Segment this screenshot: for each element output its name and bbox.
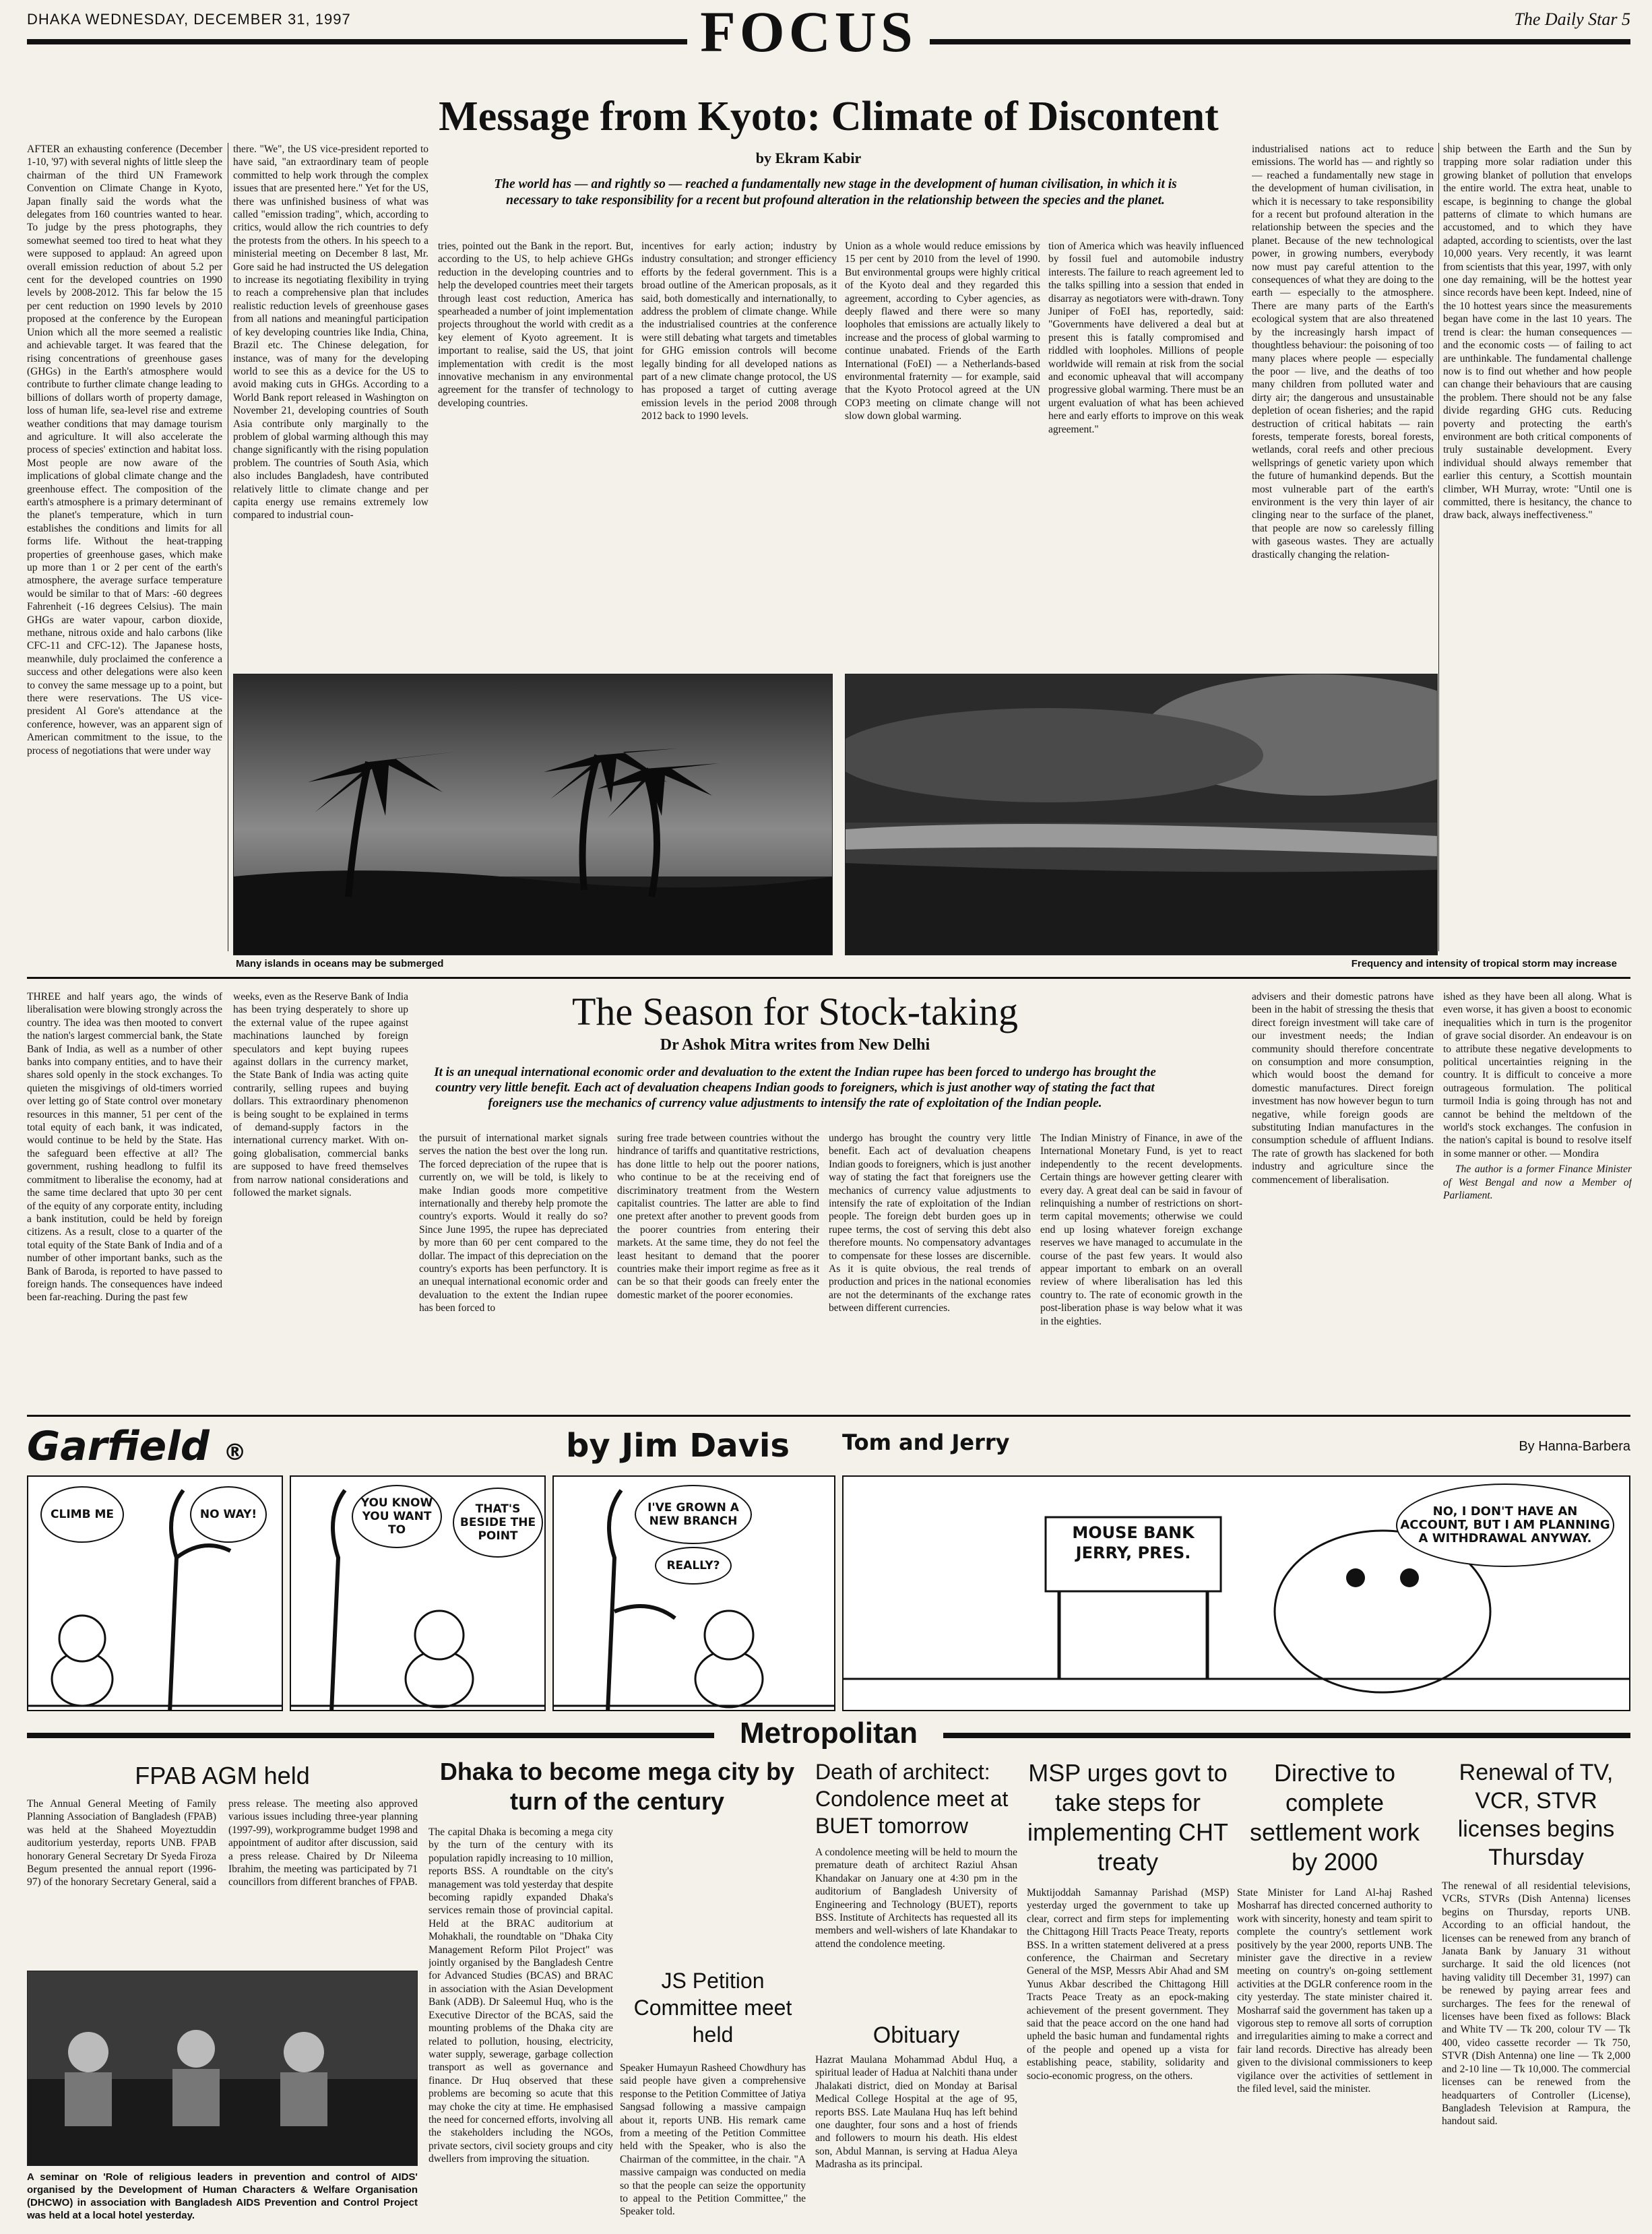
garfield-registered: ® xyxy=(223,1439,247,1466)
storm-image xyxy=(846,674,1438,955)
kyoto-column-8 xyxy=(1443,143,1632,951)
stock-col1-text: THREE and half years ago, the winds of liberalisation were blowing strongly across the country. The idea was then mooted to convert the nation's largest commercial bank, the State Bank of India, as well as a number of other banks into company entities, and to have their shares sold openly in the stock exchanges. To quieten the misgivings of old-timers worried over letting go of State control over monetary resources in this manner, 51 per cent of the total equity of each bank, it was indicated, would continue to be held by the State. Has the safeguard been effective at all? The government, rushing headlong to fulfil its commitment to liberalise the economy, had at the same time declared that upto 30 per cent of the equity of any corporate entity, including a bank institution, could be held by foreign citizens. As a result, close to a quarter of the total equity of the State Bank of India and of a number of other important banks, such as the Bank of Baroda, is reported to have passed to foreign hands. The consequences have indeed been far-reaching. During the past few xyxy=(27,991,222,1304)
stock-column-7 xyxy=(1252,990,1434,1408)
stock-byline: Dr Ashok Mitra writes from New Delhi xyxy=(660,1036,930,1054)
masthead-paper xyxy=(1482,9,1630,30)
stock-author-note: The author is a former Finance Minister of West Bengal and now a Member of Parliament. xyxy=(1443,1163,1632,1202)
page-dateline: DHAKA WEDNESDAY, DECEMBER 31, 1997 xyxy=(27,11,351,28)
garfield-bubble-3: YOU KNOW YOU WANT TO xyxy=(352,1485,442,1548)
stock-column-3 xyxy=(419,1132,608,1408)
stock-column-6 xyxy=(1040,1132,1242,1408)
seminar-image xyxy=(28,1971,418,2166)
section-title-focus: FOCUS xyxy=(700,0,917,64)
stock-headline: The Season for Stock-taking xyxy=(571,990,1018,1033)
garfield-panel-2 xyxy=(290,1475,546,1711)
kyoto-col5-text: Union as a whole would reduce emissions by 15 per cent by 2010 from the level of 1990. But environmental groups were highly critical of the Kyoto deal and they regarded this agreement, according to Cyber agencies, as deeply flawed and there were so many loopholes that emissions are actually likely to increase and the process of global warming to continue unabated. Friends of the Earth International (FoEI) — a Netherlands-based environmental fraternity — for example, said that the Kyoto Protocol agreed at the UN COP3 meeting on climate change will not slow down global warming. xyxy=(845,241,1040,422)
obituary-headline: Obituary xyxy=(872,2022,960,2048)
stock-col5-text: undergo has brought the country very little benefit. Each act of devaluation cheapens Indian goods to foreigners, which is just another way of stating the fact that foreigners use the mechanics of currency value adjustments to intensify the rate of exploitation of the Indian people. The foreign debt burden goes up in rupee terms, the cost of serving this debt also therefore mounts. No compensatory advantages to compensate for these losses are discernible. As it is quite obvious, the real trends of production and prices in the national economies are not the determinants of the exchange rates between different currencies. xyxy=(829,1132,1031,1314)
garfield-bubble-6: REALLY? xyxy=(655,1547,732,1585)
masthead-rule-right xyxy=(930,39,1630,44)
storm-caption: Frequency and intensity of tropical storm may increase xyxy=(1351,958,1617,969)
kyoto-col3-text: tries, pointed out the Bank in the report. But, according to the US, to help achieve GHGs reduction in the developing countries and to help the developed countries meet their targets through least cost reduction, America has spearheaded a number of joint implementation projects throughout the world with credit as a key element of Kyoto agreement. It is important to realise, said the US, that joint implementation with credit is the most innovative mechanism in any environmental agreement for the transfer of technology to developing countries. xyxy=(438,241,633,409)
fpab-body: The Annual General Meeting of Family Planning Association of Bangladesh (FPAB) was held at the Shaheed Moyeztuddin auditorium yesterday, reports UNB. FPAB honorary General Secretary Dr Syeda Firoza Begum presented the annual report (1996-97) of the honorary Secretary General, said a press release. The meeting also approved various issues including three-year planning (1997-99), workprogramme budget 1998 and appointment of auditor after discussion, said a press release. Chaired by Dr Nileema Ibrahim, the meeting was participated by 71 councillors from different branches of FPAB. xyxy=(27,1798,418,1888)
garfield-bubble-5: I'VE GROWN A NEW BRANCH xyxy=(635,1485,752,1544)
directive-headline: Directive to complete settlement work by 2000 xyxy=(1249,1759,1420,1876)
garfield-author: by Jim Davis xyxy=(566,1427,790,1465)
kyoto-column-6 xyxy=(1048,240,1244,668)
kyoto-column-7 xyxy=(1252,143,1434,668)
tv-license-headline: Renewal of TV, VCR, STVR licenses begins Thursday xyxy=(1457,1760,1615,1870)
js-committee-headline: JS Petition Committee meet held xyxy=(633,1969,792,2047)
tj-bank-sign: MOUSE BANK JERRY, PRES. xyxy=(1072,1523,1195,1562)
island-caption: Many islands in oceans may be submerged xyxy=(236,958,444,969)
garfield-bubble-2: NO WAY! xyxy=(190,1486,267,1543)
garfield-bubble-4: THAT'S BESIDE THE POINT xyxy=(453,1488,543,1558)
garfield-panel-3 xyxy=(552,1475,835,1711)
stock-column-8 xyxy=(1443,990,1632,1408)
stock-col4-text: suring free trade between countries without the hindrance of tariffs and quantitative restrictions, has done little to help out the poorer nations, who continue to be at the receiving end of discriminatory treatment from the Western capitalist countries. The latter are able to find one pretext after another to prevent goods from the poorer countries from entering their markets. At the same time, they do not feel the least hesitant to demand that the poorer countries make their import regime as free as it can be so that their goods can freely enter the domestic market of the poorer economies. xyxy=(617,1132,819,1301)
tj-title: Tom and Jerry xyxy=(842,1430,1010,1455)
kyoto-column-2 xyxy=(233,143,428,668)
directive-text xyxy=(1237,1886,1432,2230)
island-palm-image xyxy=(234,674,833,955)
tj-credit: By Hanna-Barbera xyxy=(1519,1439,1630,1454)
kyoto-col7-text: industrialised nations act to reduce emissions. The world has — and rightly so — reached a fundamentally new stage in the development of human civilisation, in which it is necessary to take responsibility for a recent but profound alteration in the relationship between the species and the planet. Because of the new technological power, in growing numbers, everybody now must pay careful attention to the consequences of what they are doing to the earth — especially to the atmosphere. There are many parts of the Earth's ecological system that are also threatened by the increasingly harsh impact of thoughtless behaviour: the poisoning of too many places where people — especially the poor — live, and the deaths of too many children from polluted water and dirty air; the dangerous and unsustainable depletion of ocean fisheries; and the rapid destruction of critical habitats — rain forests, temperate forests, boreal forests, wetlands, coral reefs and other precious wellsprings of genetic variety upon which the future of humankind depends. But the most vulnerable part of the earth's environment is the very thin layer of air clinging near to the surface of the planet, that people are now so carelessly filling with gaseous wastes. They are actually drastically changing the relation- xyxy=(1252,143,1434,561)
kyoto-column-4 xyxy=(641,240,837,668)
kyoto-col6-text: tion of America which was heavily influenced by fossil fuel and automobile industry interests. The failure to reach agreement led to the talks spilling into a session that ended in disarray as negotiators were with-drawn. Tony Juniper of FoEI has, reportedly, said: "Governments have delivered a deal but at present this is fatally compromised and riddled with loopholes. Millions of people worldwide will remain at risk from the social and economic upheaval that will accompany progressive global warming. There must be an urgent evaluation of what has been achieved here and early efforts to improve on this weak agreement." xyxy=(1048,241,1244,435)
js-committee-body: Speaker Humayun Rasheed Chowdhury has said people have given a comprehensive response to the Petition Committee of Jatiya Sangsad following a massive campaign about it, reports UNB. His remark came from a meeting of the Petition Committee held with the Speaker, who is also the Chairman of the committee, in the chair. "A massive campaign was conducted on media so that the people can seize the opportunity to appeal to the Petition Committee," the Speaker told. xyxy=(620,2062,806,2218)
garfield-title xyxy=(27,1423,364,1476)
kyoto-column-5 xyxy=(845,240,1040,668)
aids-seminar-caption: A seminar on 'Role of religious leaders in prevention and control of AIDS' organised by the Development of Human Characters & Welfare Organisation (DHCWO) in association with Bangladesh AIDS Prevention and Control Project was held at a local hotel yesterday. xyxy=(27,2171,418,2221)
garfield-bubble-1: CLIMB ME xyxy=(40,1486,124,1543)
kyoto-col1-text: AFTER an exhausting conference (December 1-10, '97) with several nights of little sleep the chairman of the third UN Framework Convention on Climate Change in Kyoto, Japan finally said the words what the delegates from 160 countries wanted to hear. To judge by the press photographs, they somewhat seemed too tired to heat what they were supposed to applaud: An agreed upon overall emission reduction of about 5.2 per cent for the developed countries on 1990 levels by 2008-2012. This far below the 15 per cent reduction on 1990 levels by 2010 proposed at the conference by the European Union which all the more seemed a realistic and achievable target. It was feared that the rising concentrations of greenhouse gases (GHGs) in the Earth's atmosphere would contribute to further climate change leading to billions of dollars worth of property damage, loss of human life, sea-level rise and extreme weather conditions that may damage tourism and agriculture. It will also accelerate the process of species' extinction and habitat loss. Most people are now aware of the implications of global climate change and the greenhouse effect. The composition of the earth's atmosphere is a primary determinant of the planet's temperature, which in turn establishes the conditions and limits for all forms life. Without the heat-trapping properties of greenhouse gases, which make up more than 1 or 2 per cent of the earth's atmosphere, the average surface temperature would be similar to that of Mars: -60 degrees Fahrenheit (-16 degrees Celsius). The main GHGs are water vapour, carbon dioxide, methane, nitrous oxide and halo carbons (like CFC-11 and CFC-12). The Japanese hosts, meanwhile, duly proclaimed the conference a success and other delegations were also keen to convey the same message up to a point, but there were reservations. The US vice-president Al Gore's attendance at the conference, however, was an apparent sign of American commitment to the issue, to the process of negotiations that were under way xyxy=(27,143,222,757)
kyoto-deck: The world has — and rightly so — reached a fundamentally new stage in the development of human civilisation, in which it is necessary to take responsibility for a recent but profound alteration in the relationship between the species and the planet. xyxy=(494,177,1177,208)
kyoto-byline: by Ekram Kabir xyxy=(755,150,862,166)
stock-col2-text: weeks, even as the Reserve Bank of India has been trying desperately to shore up the external value of the rupee against machinations launched by foreign speculators and kept buying rupees against dollars in the currency market, the State Bank of India was acting quite contrarily, selling rupees and buying dollars. This extraordinary phenomenon is being sought to be explained in terms of demand-supply factors in the international currency market. With on-going globalisation, commercial banks are supposed to have freed themselves from narrow national considerations and followed the market signals. xyxy=(233,991,408,1199)
stock-column-1 xyxy=(27,990,222,1408)
island-photo xyxy=(233,674,833,955)
stock-column-4 xyxy=(617,1132,819,1408)
stock-deck: It is an unequal international economic order and devaluation to the extent the Indian rupee has been forced to undergo has brought the country very little benefit. Each act of devaluation cheapens Indian goods to foreigners, which is just another way of stating the fact that foreigners use the mechanics of currency value adjustments to intensify the rate of exploitation of the Indian people. xyxy=(434,1065,1156,1110)
tv-license-body: The renewal of all residential televisions, VCRs, STVRs (Dish Antenna) licenses begins on Thursday, reports UNB. According to an official handout, the licenses can be renewed from any branch of Janata Bank by January 31 without surcharge. It said the old licences (not having validity till December 31, 1997) can be renewed by paying arrear fees and surcharges. The fees for the renewal of licenses have been fixed as follows: Black and White TV — Tk 200, colour TV — Tk 400, video cassette recorder — Tk 750, STVR (Dish Antenna) one line — Tk 2,000 and 2-10 line — Tk 10,000. The commercial licenses can be renewed from the headquarters of Controller (License), Bangladesh Television at Rampura, the handout said. xyxy=(1442,1880,1630,2128)
dhaka-headline: Dhaka to become mega city by turn of the century xyxy=(439,1758,795,1815)
kyoto-col4-text: incentives for early action; industry by industry consultation; and stronger efficiency efforts by the federal government. This is a broad outline of the American proposals, as it said, both domestically and internationally, to address the problem of climate change. While the industrialised countries at the conference were still debating what targets and timetables for GHG emission controls will become legally binding for all developed nations as part of a new climate change protocol, the US has proposed a target of cutting average emission levels in the period 2008 through 2012 back to 1990 levels. xyxy=(641,241,837,422)
directive-body: State Minister for Land Al-haj Rashed Mosharraf has directed concerned authority to work with sincerity, honesty and team spirit to complete the country's settlement work positively by the year 2000, reports UNB. The minister gave the directive in a review meeting on country's on-going settlement activities at the DGLR conference room in the city yesterday. The state minister chaired it. Mosharraf said the government has taken up a vigorous step to remove all sorts of corruption and irregularities aiming to make a correct and fair land records. Directive has already been given to the divisional commissioners to keep vigilance over the activities of settlement in the filed level, said the minister. xyxy=(1237,1887,1432,2095)
fpab-text xyxy=(27,1797,418,1966)
js-committee-text xyxy=(620,2062,806,2230)
msp-text xyxy=(1027,1886,1229,2230)
paper-name: The Daily Star xyxy=(1514,9,1618,29)
stock-col3-text: the pursuit of international market signals serves the nation the best over the long run. The forced depreciation of the rupee that is currently on, we will be told, is likely to make Indian goods more competitive internationally and thereby help promote the country's exports. Would it really do so? Since June 1995, the rupee has depreciated by more than 60 per cent compared to the dollar. The impact of this depreciation on the country's exports has been perfunctory. It is an unequal international economic order and devaluation to the extent the Indian rupee has been forced to xyxy=(419,1132,608,1314)
stock-col6-text: The Indian Ministry of Finance, in awe of the International Monetary Fund, is yet to react independently to the recent developments. Certain things are however getting clearer with every day. A great deal can be said in favour of relinquishing a number of restrictions on short-term capital movements; otherwise we could end up losing whatever foreign exchange reserves we have managed to accumulate in the course of the past few years. It would also appear important to embark on an overall review of where liberalisation has led this country to. The rate of economic growth in the post-liberation phase is way below what it was in the eighties. xyxy=(1040,1132,1242,1327)
architect-body: A condolence meeting will be held to mourn the premature death of architect Raziul Ahsan Khandakar on January one at 4:30 pm in the auditorium of Bangladesh University of Engineering and Technology (BUET), reports BSS. Institute of Architects has requested all its members and well-wishers of late Khandakar to attend the condolence meeting. xyxy=(815,1847,1017,1950)
dhaka-body: The capital Dhaka is becoming a mega city by the turn of the century with its population rapidly increasing to 10 million, reports BSS. A roundtable on the city's management was told yesterday that despite becoming rapidly expanded Dhaka's services remain those of provincial capital. Held at the BRAC auditorium at Mohakhali, the roundtable on "Dhaka City Management Reform Pilot Project" was jointly organised by the Bangladesh Centre for Advanced Studies (BCAS) and BRAC in association with the Asian Development Bank (ADB). Dr Saleemul Huq, who is the Executive Director of the BCAS, said the mounting problems of the Dhaka city are related to pollution, housing, electricity, water supply, sewerage, garbage collection transport as well as governance and finance. Dr Huq observed that these problems are becoming so acute that this may choke the city at time. He emphasised the need for concerned efforts, involving all the stakeholders including the NGOs, private sectors, civil society groups and city dwellers from improving the situation. xyxy=(428,1826,613,2165)
aids-seminar-photo xyxy=(27,1971,418,2166)
garfield-logo-text: Garfield xyxy=(27,1423,210,1470)
fpab-headline: FPAB AGM held xyxy=(135,1762,310,1789)
msp-body: Muktijoddah Samannay Parishad (MSP) yesterday urged the government to take up clear, correct and firm steps for implementing the Chittagong Hill Tracts Peace Treaty, reports BSS. In a written statement delivered at a press conference, the Chairman and Secretary General of the MSP, Messrs Abir Ahad and SM Yunus Akbar described the Chittagong Hill Tracts Peace Treaty as an epock-making achievement of the present government. They said that the peace accord on the one hand had upheld the basic human and fundamental rights of the people and opened up a vista for establishing peace, stability, solidarity and socio-economic progress, on the others. xyxy=(1027,1887,1229,2082)
kyoto-column-1 xyxy=(27,143,222,951)
obituary-body: Hazrat Maulana Mohammad Abdul Huq, a spiritual leader of Hadua at Nalchiti thana under Jhalakati district, died on Monday at Barisal Medical College Hospital at the age of 95, reports BSS. Late Maulana Huq has left behind one daughter, four sons and a host of friends and followers to mourn his death. His eldest son, Abdul Mannan, is serving at Hadua Aleya Madrasha as its principal. xyxy=(815,2054,1017,2171)
stock-col7-text: advisers and their domestic patrons have been in the habit of stressing the thesis that direct foreign investment will take care of our investment needs; the Indian community should therefore concentrate on consumption and more consumption, which would boost the demand for domestic manufactures. Direct foreign investment has now however begun to turn negative, while foreign goods are substituting Indian manufactures in the consumption schedule of affluent Indians. The rate of growth has slackened for both industry and agriculture since the commencement of liberalisation. xyxy=(1252,991,1434,1186)
obituary-text xyxy=(815,2053,1017,2230)
tj-bubble: NO, I DON'T HAVE AN ACCOUNT, BUT I AM PLANNING A WITHDRAWAL ANYWAY. xyxy=(1396,1483,1614,1567)
page-number: 5 xyxy=(1622,9,1630,29)
stock-col8-text: ished as they have been all along. What is even worse, it has given a boost to economic inequalities which in turn is the progenitor of grave social disorder. An endeavour is on to attribute these negative developments to political uncertainties reigning in the country. It is difficult to conceive a more outrageous formulation. The political turmoil India is going through has not and cannot be behind the meltdown of the world's stock exchanges. The confusion in the nation's capital is bound to resolve itself in some manner or other. — Mondira xyxy=(1443,991,1632,1159)
section-title-metropolitan: Metropolitan xyxy=(740,1717,918,1750)
kyoto-col8-text: ship between the Earth and the Sun by trapping more solar radiation under this growing blanket of pollution that envelops the entire world. The extra heat, unable to escape, is beginning to change the global patterns of climate to which humans are accustomed, and to which they have adapted, according to scientists, over the last 10,000 years. Very recently, it was learnt from scientists that this year, 1997, with only one day remaining, will be the hottest year since records have been kept. Indeed, nine of the 10 hottest years since the measurements began have come in the last 10 years. The trend is clear: the human consequences — and the economic costs — of failing to act are unthinkable. The fundamental challenge now is to find out whether and how people can change their behaviours that are causing the problem. There should not be any false divide regarding GHG cuts. Reducing poverty and protecting the earth's environment are both critical components of truly sustainable development. Every individual should always remember that earlier this century, a Scottish mountain climber, WH Murray, wrote: "Until one is committed, there is hesitancy, the chance to draw back, always ineffectiveness." xyxy=(1443,143,1632,521)
masthead-rule-left xyxy=(27,39,687,44)
kyoto-col2-text: there. "We", the US vice-president reported to have said, "an extraordinary team of people committed to help work through the complex issues that are presented here." Yet for the US, there was unfinished business of what was called "emission trading", which, according to critics, would allow the rich countries to defy the protests from the others. In his speech to a ministerial meeting on December 8 last, Mr. Gore said he had instructed the US delegation to increase its negotiating flexibility in trying to reach a comprehensive plan that includes realistic reduction levels of greenhouse gases from all nations and meaningful participation of key developing countries like India, China, Brazil etc. The Chinese delegation, for instance, was of many for the developing world to see this as a device for the US to avoid making cuts in GHGs. According to a World Bank report released in Washington on November 21, developing countries of South Asia contribute only marginally to the problem of global warming although this may change significantly with the rising population problem. The countries of South Asia, which also includes Bangladesh, have contributed relatively little to climate change and per capita energy use remains extremely low compared to industrial coun- xyxy=(233,143,428,521)
msp-headline: MSP urges govt to take steps for implementing CHT treaty xyxy=(1027,1759,1229,1876)
stock-column-2 xyxy=(233,990,408,1408)
tv-license-text xyxy=(1442,1880,1630,2230)
architect-text xyxy=(815,1846,1017,2014)
storm-photo xyxy=(845,674,1438,955)
kyoto-headline: Message from Kyoto: Climate of Discontent xyxy=(439,94,1219,139)
architect-headline: Death of architect: Condolence meet at BUET tomorrow xyxy=(815,1760,1009,1838)
dhaka-text xyxy=(428,1826,613,2230)
garfield-panel-1 xyxy=(27,1475,283,1711)
stock-column-5 xyxy=(829,1132,1031,1408)
kyoto-column-3 xyxy=(438,240,633,668)
tj-panel xyxy=(842,1475,1630,1711)
